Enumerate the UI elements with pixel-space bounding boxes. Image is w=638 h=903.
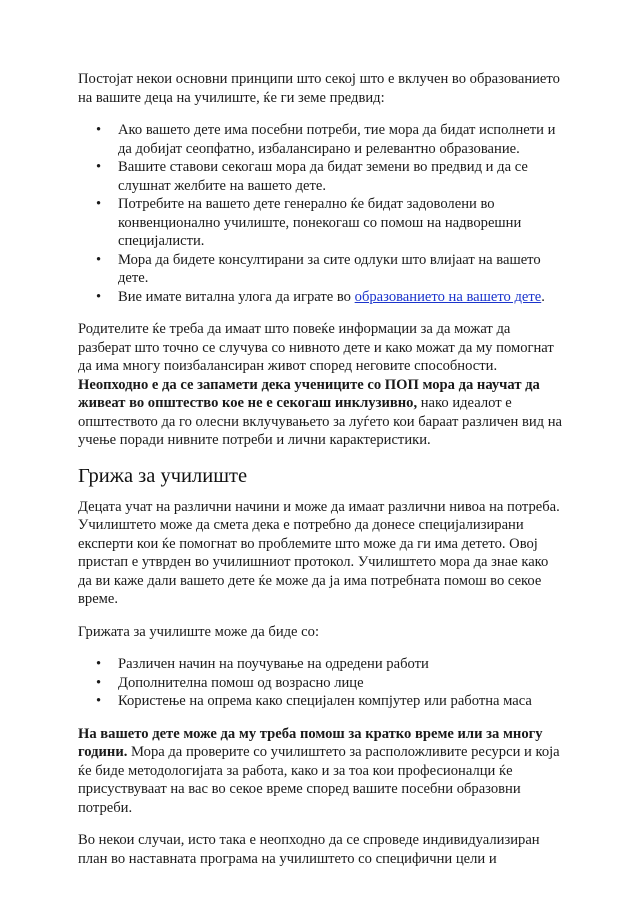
- care-intro-paragraph: Грижата за училиште може да биде со:: [78, 623, 320, 640]
- bullet-icon: •: [96, 196, 102, 212]
- principles-list: [78, 121, 562, 306]
- final-paragraph: Во некои случаи, исто така е неопходно да се спроведе индивидуализиран план во наставната програма на училиштето со специфични цели и: [78, 832, 540, 867]
- list-item-text: Ако вашето дете има посебни потреби, тие мора да бидат исполнети и да добијат сеопфатно, избалансирано и релевантно образование.: [118, 122, 556, 157]
- list-item: [96, 674, 562, 693]
- bullet-icon: •: [96, 288, 102, 305]
- bullet-icon: •: [96, 251, 102, 268]
- bullet-icon: •: [96, 159, 102, 175]
- parents-text-1: Родителите ќе треба да имаат што повеќе информации за да можат да разберат што точно се случува со нивното дете и како можат да му помогнат да има многу поизбалансиран живот според неговите способности.: [78, 321, 554, 374]
- bullet-icon: •: [96, 674, 102, 691]
- parents-paragraph: [78, 320, 562, 450]
- list-item-text: Користење на опрема како специјален компјутер или работна маса: [118, 693, 532, 709]
- list-item: [96, 195, 562, 251]
- bullet-icon: •: [96, 656, 102, 672]
- intro-paragraph: Постојат некои основни принципи што секој што е вклучен во образованието на вашите деца на училиште, ќе ги земе предвид:: [78, 71, 560, 106]
- bullet-icon: •: [96, 693, 102, 709]
- list-item-text: Дополнителна помош од возрасно лице: [118, 674, 364, 691]
- bullet-icon: •: [96, 122, 102, 138]
- list-item-text: Мора да бидете консултирани за сите одлуки што влијаат на вашето дете.: [118, 251, 541, 286]
- child-education-link[interactable]: образованието на вашето дете: [354, 288, 542, 305]
- list-item: [96, 692, 562, 711]
- list-item-text: Потребите на вашето дете генерално ќе бидат задоволени во конвенционално училиште, понекогаш со помош на надворешни специјалисти.: [118, 196, 522, 249]
- care-list: [78, 655, 562, 711]
- section-heading: Грижа за училиште: [78, 464, 248, 487]
- help-bold-text: На вашето дете може да му треба помош за кратко време или за многу години.: [78, 725, 543, 760]
- list-item-text: Различен начин на поучување на одредени работи: [118, 656, 429, 672]
- list-item-text: Вие имате витална улога да играте во: [118, 288, 355, 305]
- list-item: [96, 251, 562, 288]
- help-text: Мора да проверите со училиштето за расположливите ресурси и која ќе биде методологијата за работа, како и за тоа кои професионалци ќе присуствуваат на вас во секое време според вашите посебни образовни потреби.: [78, 744, 560, 816]
- list-item-suffix: .: [541, 288, 545, 305]
- list-item-text: Вашите ставови секогаш мора да бидат земени во предвид и да се слушнат желбите на вашето дете.: [118, 159, 528, 194]
- list-item: [96, 158, 562, 195]
- parents-bold-text: Неопходно е да се запамети дека учениците со ПОП мора да научат да живеат во општество кое не е секогаш инклузивно,: [78, 376, 540, 411]
- list-item: [96, 121, 562, 158]
- parents-text-2: нако идеалот е општеството да го олесни вклучувањето за луѓето кои бараат различен вид на учење поради нивните потреби и лични карактеристики.: [78, 395, 563, 448]
- school-paragraph: Децата учат на различни начини и може да имаат различни нивоа на потреба. Училиштето може да смета дека е потребно да донесе специјализирани експерти кои ќе помогнат во проблемите што може да ги има детето. Овој пристап е утврден во училишниот протокол. Училиштето мора да знае како да ви каже дали вашето дете ќе може да ја има потребната помош во секое време.: [78, 498, 560, 607]
- list-item: [96, 655, 562, 674]
- help-paragraph: [78, 725, 562, 818]
- list-item: [96, 288, 562, 307]
